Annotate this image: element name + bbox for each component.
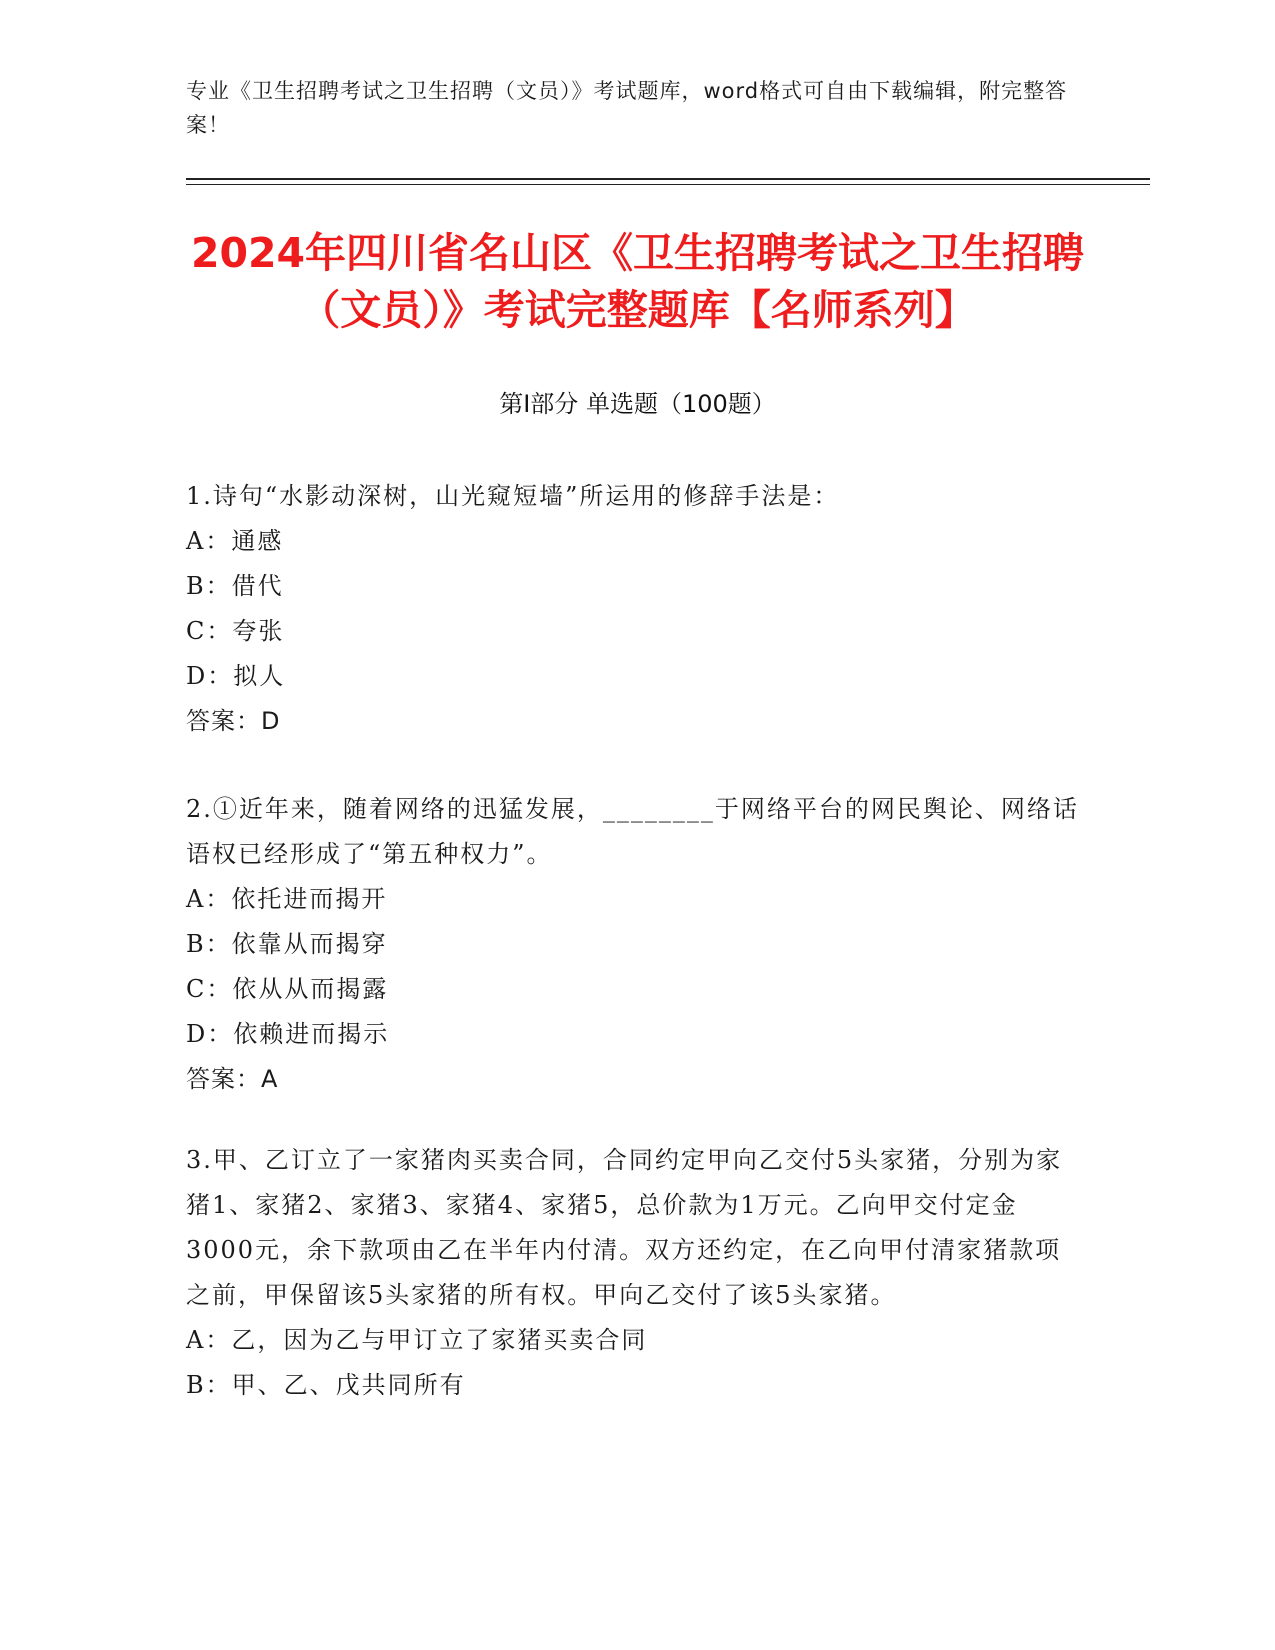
question-2 — [186, 787, 1086, 1102]
option-d: D：依赖进而揭示 — [186, 1020, 390, 1048]
option-b: B：甲、乙、戊共同所有 — [186, 1371, 466, 1399]
section-heading: 第Ⅰ部分 单选题（100题） — [499, 390, 776, 418]
option-a: A：乙，因为乙与甲订立了家猪买卖合同 — [186, 1326, 648, 1354]
question-stem: 1.诗句“水影动深树，山光窥短墙”所运用的修辞手法是： — [186, 482, 840, 510]
option-c: C：夸张 — [186, 617, 285, 645]
question-stem: 2.①近年来，随着网络的迅猛发展，________于网络平台的网民舆论、网络话语权已经形成了“第五种权力”。 — [186, 795, 1079, 868]
header-divider-thin — [186, 184, 1150, 185]
question-3 — [186, 1138, 1086, 1408]
question-1 — [186, 474, 1086, 744]
header-note: 专业《卫生招聘考试之卫生招聘（文员）》考试题库，word格式可自由下载编辑，附完整答案！ — [186, 79, 1068, 137]
option-b: B：依靠从而揭穿 — [186, 930, 388, 958]
answer-line: 答案：A — [186, 1065, 279, 1093]
option-a: A：依托进而揭开 — [186, 885, 388, 913]
question-stem: 3.甲、乙订立了一家猪肉买卖合同，合同约定甲向乙交付5头家猪，分别为家猪1、家猪2、家猪3、家猪4、家猪5，总价款为1万元。乙向甲交付定金3000元，余下款项由乙在半年内付清。双方还约定，在乙向甲付清家猪款项之前，甲保留该5头家猪的所有权。甲向乙交付了该5头家猪。 — [186, 1146, 1063, 1309]
option-c: C：依从从而揭露 — [186, 975, 389, 1003]
option-b: B：借代 — [186, 572, 284, 600]
document-title: 2024年四川省名山区《卫生招聘考试之卫生招聘（文员）》考试完整题库【名师系列】 — [190, 229, 1085, 334]
header-divider-thick — [186, 178, 1150, 180]
option-a: A：通感 — [186, 527, 284, 555]
answer-line: 答案：D — [186, 707, 281, 735]
option-d: D：拟人 — [186, 662, 286, 690]
